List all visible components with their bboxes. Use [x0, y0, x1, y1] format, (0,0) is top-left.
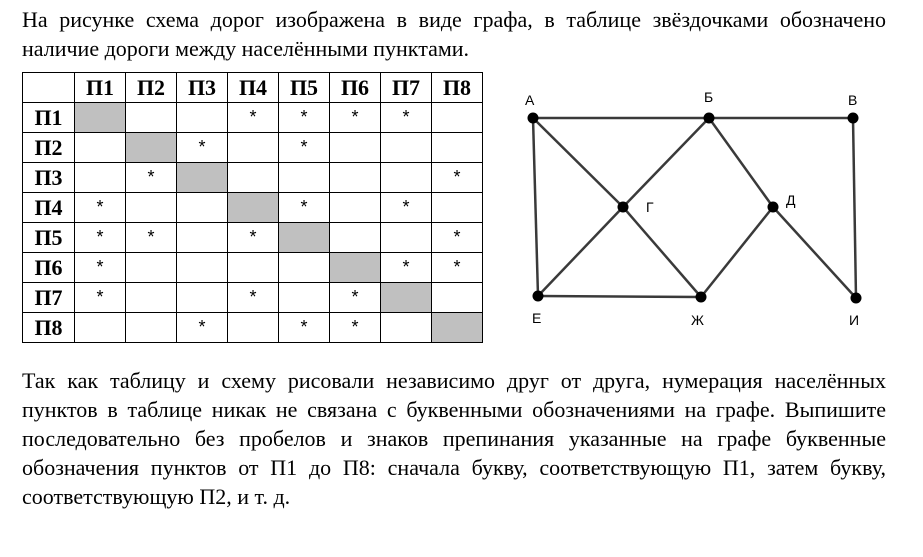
table-cell [177, 223, 228, 253]
table-cell [228, 313, 279, 343]
diagonal-cell [75, 103, 126, 133]
node-d [768, 202, 779, 213]
column-header: П7 [381, 73, 432, 103]
graph-edges [533, 118, 856, 298]
table-cell: * [381, 193, 432, 223]
table-row [23, 193, 483, 223]
node-label-d: Д [786, 192, 796, 208]
table-cell [126, 253, 177, 283]
node-label-v: В [848, 92, 858, 108]
node-e [533, 291, 544, 302]
table-cell [228, 163, 279, 193]
intro-paragraph: На рисунке схема дорог изображена в виде графа, в таблице звёздочками обозначено наличие дороги между населёнными пунктами. [22, 7, 886, 61]
table-row [23, 103, 483, 133]
row-header: П3 [23, 163, 75, 193]
table-cell: * [75, 283, 126, 313]
table-cell: * [228, 223, 279, 253]
column-header: П5 [279, 73, 330, 103]
table-cell: * [432, 223, 483, 253]
edge-g-b [623, 118, 709, 207]
table-row [23, 163, 483, 193]
row-header: П1 [23, 103, 75, 133]
edge-e-g [538, 207, 623, 296]
table-cell [330, 133, 381, 163]
table-cell [177, 193, 228, 223]
table-row [23, 253, 483, 283]
table-cell: * [279, 133, 330, 163]
table-cell: * [330, 283, 381, 313]
table-cell [279, 253, 330, 283]
table-cell: * [381, 253, 432, 283]
adjacency-table [22, 72, 483, 343]
edge-b-d [709, 118, 773, 207]
node-v [848, 113, 859, 124]
edge-a-e [533, 118, 538, 296]
table-cell: * [279, 313, 330, 343]
table-corner-cell [23, 73, 75, 103]
table-cell: * [432, 253, 483, 283]
node-label-a: А [525, 92, 535, 108]
table-cell: * [177, 313, 228, 343]
column-header: П4 [228, 73, 279, 103]
row-header: П8 [23, 313, 75, 343]
table-cell: * [177, 133, 228, 163]
edge-e-zh [538, 296, 701, 297]
table-cell [432, 283, 483, 313]
table-cell [432, 133, 483, 163]
column-header: П3 [177, 73, 228, 103]
table-cell [126, 283, 177, 313]
table-row [23, 223, 483, 253]
table-cell: * [381, 103, 432, 133]
question-paragraph: Так как таблицу и схему рисовали независимо друг от друга, нумерация населённых пунктов в таблице никак не связана с буквенными обозначениями на графе. Выпишите последовательно без пробелов и знаков препинания указанные на графе буквенные обозначения пунктов от П1 до П8: сначала букву, соответствующую П1, затем букву, соответствующую П2, и т. д. [22, 368, 886, 509]
row-header: П5 [23, 223, 75, 253]
table-cell [330, 193, 381, 223]
table-cell: * [228, 283, 279, 313]
edge-g-zh [623, 207, 701, 297]
table-cell [177, 103, 228, 133]
diagonal-cell [432, 313, 483, 343]
node-label-b: Б [704, 89, 714, 105]
road-graph [510, 78, 880, 338]
table-cell [381, 163, 432, 193]
edge-a-g [533, 118, 623, 207]
table-cell [177, 253, 228, 283]
table-cell: * [126, 163, 177, 193]
table-cell [381, 313, 432, 343]
edge-d-zh [701, 207, 773, 297]
table-cell [381, 223, 432, 253]
table-cell: * [75, 223, 126, 253]
graph-nodes [528, 113, 862, 304]
node-i [851, 293, 862, 304]
column-header: П8 [432, 73, 483, 103]
diagonal-cell [228, 193, 279, 223]
table-cell [75, 313, 126, 343]
node-label-g: Г [646, 199, 654, 215]
table-cell: * [279, 103, 330, 133]
table-cell [177, 283, 228, 313]
table-header-row [23, 73, 483, 103]
node-a [528, 113, 539, 124]
table-cell [432, 103, 483, 133]
table-cell: * [330, 103, 381, 133]
node-label-zh: Ж [691, 312, 704, 328]
table-row [23, 283, 483, 313]
table-cell: * [75, 253, 126, 283]
table-cell: * [330, 313, 381, 343]
node-g [618, 202, 629, 213]
table-cell [381, 133, 432, 163]
table-cell [279, 163, 330, 193]
table-cell [126, 103, 177, 133]
diagonal-cell [177, 163, 228, 193]
table-body [23, 103, 483, 343]
table-cell [330, 223, 381, 253]
row-header: П2 [23, 133, 75, 163]
column-header: П2 [126, 73, 177, 103]
table-cell: * [228, 103, 279, 133]
table-cell [75, 133, 126, 163]
table-cell [279, 283, 330, 313]
table-row [23, 133, 483, 163]
table-cell: * [126, 223, 177, 253]
node-label-e: Е [532, 310, 542, 326]
table-cell [228, 133, 279, 163]
table-cell [75, 163, 126, 193]
edge-d-i [773, 207, 856, 298]
edge-v-i [853, 118, 856, 298]
column-header: П6 [330, 73, 381, 103]
diagonal-cell [279, 223, 330, 253]
row-header: П4 [23, 193, 75, 223]
row-header: П7 [23, 283, 75, 313]
node-zh [696, 292, 707, 303]
diagonal-cell [330, 253, 381, 283]
table-cell [126, 313, 177, 343]
table-cell: * [75, 193, 126, 223]
table-cell [228, 253, 279, 283]
column-header: П1 [75, 73, 126, 103]
table-row [23, 313, 483, 343]
table-cell [126, 193, 177, 223]
table-cell: * [279, 193, 330, 223]
table-cell: * [432, 163, 483, 193]
node-label-i: И [849, 312, 860, 328]
row-header: П6 [23, 253, 75, 283]
diagonal-cell [381, 283, 432, 313]
graph-labels [525, 89, 859, 328]
diagonal-cell [126, 133, 177, 163]
node-b [704, 113, 715, 124]
table-cell [432, 193, 483, 223]
table-cell [330, 163, 381, 193]
